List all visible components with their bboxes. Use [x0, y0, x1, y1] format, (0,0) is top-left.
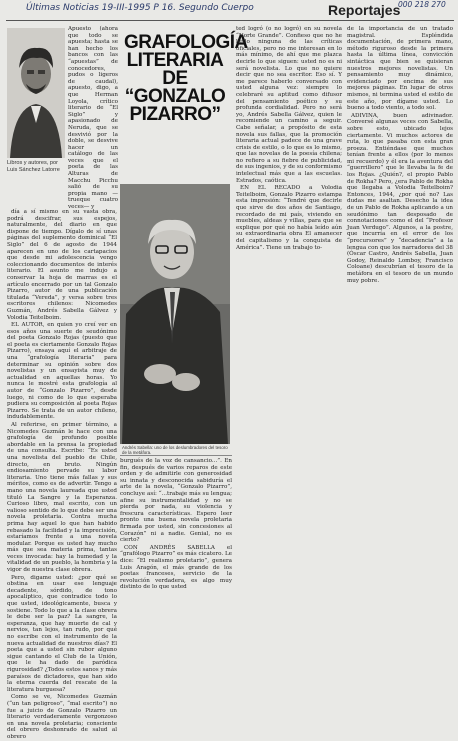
column-2-lower — [120, 458, 232, 596]
headline-line: “GONZALO — [124, 86, 226, 107]
header-rule — [6, 20, 454, 21]
column-2-paragraph: EN EL RECADO a Volodia Teitelboim, Gonzalo Pizarro estampa esta impresión: “Tendré que decirle que sirve de dos años de Santiago, recordado de mi país, viviendo en muebles, aldeas y villas, para que se explique por qué no había leído aún su extraordinaria obra El amanecer del capitalismo y la conquista de América”. Tiene un trabajo to- — [236, 185, 342, 251]
section-title: Reportajes — [328, 2, 401, 18]
author-portrait-image — [7, 28, 65, 158]
column-3 — [347, 26, 453, 284]
column-2-lower-paragraph: burgués de la voz de cansancio...”. En fin, después de varios reparos de este orden y de admitirle con generosidad su innata y desconocida sabiduría el arte de la novela, “Gonzalo Pizarro”, concluye así: “...trabaje más su lengua; afine su instrumentalidad y no se pierda por nada, su violencia y frescura características. Espero leer pronto una buena novela proletaria firmada por usted, sin concesiones al Corazón” ni a nadie. Genial, no es cierto? — [120, 458, 232, 544]
column-1-paragraph: día a sí mismo en su vasta obra, podrá descifrar, sus espejos, naturalmente, del diario en que dispone de tiempo. Dígalo de sí unas páginas del suplemento dominical “El Siglo” del 6 de agosto de 1944 aparecen en uno de los cartapacios que desde mi adolescencia vengo coleccionando documentos de interés literario. El asunto me indujo a conservar la hoja de marras es el artículo encerrado por un tal Gonzalo Pizarro, autor de una publicación titulada “Vereda”, y versa sobre tres escritores chilenos: Nicomedes Guzmán, Andrés Sabella Gálvez y Volodia Teitelboim. — [7, 209, 117, 321]
headline-line: GRAFOLOGÍA — [124, 32, 248, 53]
caption-rule — [120, 455, 232, 456]
column-1-lead: Apuesto (ahora que todo se apuesta; hasta se han hecho los bancos con las “apuestas” de conocedores, pudos o ligeros de caudal), apuesto, digo, a que Herman Loyola, crítico literario de “El Siglo” y apasionado de Neruda, que se desvivió por la doble, se desvive hacer un catálogo de las veces que el poeta de las Alturas de Macchu Picchu salió de su propia mano —trueque cuatro veces— y — [68, 26, 118, 211]
column-2-paragraph: ted logró (o no logró) en su novela “Norte Grande”. Confieso que no he leído ninguna de las críticas oficiales, pero no me interesan en lo más mínimo, de ahí que me plazca decirle lo que siguen: usted no es ni será novelista. Lo que no quiere decir que no sea escritor. Eso sí. Y me parece haberlo conversado con usted alguna vez: siempre lo celebraré su aptitud como difusor del pensamiento poético y su profunda cordialidad. Pero no será yo, Andrés Sabella Gálvez, quien le recomiende un camino a seguir. Cabe señalar, a propósito de esta novela sus fallas, que la promoción literaria actual padece de una grave crisis de estilo, o lo que es lo mismo, que las novelas de la poesía chilena; no refiero a su fiebre de publicidad, de sus ingenios, y de su conformismo intelectual más que a las escuelas. Estrados, caótica. — [236, 26, 342, 184]
sabella-portrait-image — [120, 184, 230, 444]
headline-line: LITERARIA DE — [126, 50, 224, 89]
column-2 — [236, 26, 342, 264]
column-1-paragraph: Como se ve, Nicomedes Guzmán (“un tan peligroso”, “mal escrito”) no fue a juicio de Gonzalo Pizarro un literario verdaderamente vergonzoso en una novela proletaria; consciente del obrero deshonrado de salud al obrero — [7, 694, 117, 740]
headline-line: PIZARRO” — [129, 104, 221, 125]
andres-sabella-photo — [120, 184, 230, 444]
photo-caption: Andrés Sabella: uno de los deslumbradores del tesoro de la metáfora. — [122, 445, 228, 456]
column-3-paragraph: de la importancia de un tratado magistral. Espléndida documentación, de primera mano, método riguroso desde la primera hasta la última línea, convicción sintáctica que bien se quisieran nuestros mejores novelistas. Un pensamiento muy dinámico, evidenciado por encima de sus mejores páginas. En lugar de otros mismos, ni termina usted el estilo de este año, por dígame usted. Lo bueno a todo viento, a todo sol. — [347, 26, 453, 112]
headline — [124, 32, 248, 125]
author-photo — [7, 28, 65, 158]
column-1-top — [68, 26, 118, 211]
handwritten-archive-number: 000 218 270 — [398, 0, 446, 9]
column-1 — [7, 209, 117, 740]
column-3-paragraph: ADIVINA, buen adivinador. Conversé algunas veces con Sabella, sobre esto, ubicado lejos ciertamente. Vi muchos actores de ruta, lo que pasaba con esta gran proeza. Entiéndase que muchos tenían frente a ellos (por lo menos mi recuerdo) y él era la aventura del “guerrillero” que le llevaba la fe de los Rojas. ¿Quién?, el propio Pablo de Rokha? Pero, ¿era Pablo de Rokha que llegaba a Volodia Teitelboim? Entonces, 1944, ¿por qué no? Las dudas me asaltan. Desecho la idea de un Pablo de Rokha aplicando a un seudónimo tan desposado de connotaciones como el del “Profesor Juan Verdugo”. Algunos, a la postre, que incurría en el error de los “precursores” y “decadencia” a la lengua con que los narradores del 38 (Óscar Castro, Andrés Sabella, Juan Godoy, Reinaldo Lomboy, Francisco Coloane) descubrían el tesoro de la metáfora en el tesoro de un mundo muy pobre. — [347, 112, 453, 284]
column-1-paragraph: Al referirse, en primer término, a Nicomedes Guzmán le hace con una grafología de profundo posible abordable en la prensa la propiedad de una consulta. Escribe: “Es usted una novelista del pueblo de Chile, directo, en bruto. Ningún endiosamiento pervade su labor literaria. Uno tiene más fallas y sus méritos, como es de advertir. Tengo a mano una novela laureada que usted tituló La Sangre y la Esperanza. Curioso libro, mal escrito, con un valioso sentido de lo que debe ser una novela proletaria. Contra mucha prima hay aquel lo que han habido rebasado la facilidad y la imprecisión, estaríamos frente a una novela modular. Porque es usted hay mucho más que sea materia prima, tantas veces invocada: hay la humedad y la vitalidad de un pueblo, la hombría y la vigor de nuestra clase obrera. — [7, 422, 117, 574]
column-2-lower-paragraph: CON ANDRÉS SABELLA el “grafólogo Pizarro” es más cicatero. Le dice: “El realismo proletario”, genera Luis Aragón, el más grande de los poetas franceses, servicio de la revolución verdadera, es algo muy distinto de lo que usted — [120, 544, 232, 591]
byline-caption: Libros y autores, por Luis Sánchez Latorre — [7, 160, 60, 173]
column-1-paragraph: EL AUTOR, en quien yo creí ver en esos años una suerte de seudónimo del poeta Gonzalo Rojas (puesto que el poeta es ciertamente Gonzalo Rojas Pizarro), ensaya aquí el arbitraje de una “grafología literaria” para determinar su opinión sobre dos novelistas y un ensayista muy de actualidad en aquellas horas. Yo nunca le mostré esta grafología al autor de “Gonzalo Pizarro”, desde luego, ni como de lo que esperaba pudiera su composición al poeta Rojas Pizarro. Se trata de un autor chileno, indudablemente. — [7, 322, 117, 421]
column-1-paragraph: Pero, digame usted: ¿por qué se obstina en usar ese lenguaje decadente, sórdido, de tono apocalíptico, que contradice todo lo que usted, ideológicamente, busca y sostiene. Todo lo que a la clase obrera le debe ser la paz? La sangre, la esperanza, que hay muerte de cal y nervios, tan lejos, tan rudo, por qué no escribe con el instrumento de la nueva actualidad de nuestros días? El poeta que a usted sin rubor alguno sigue cantando el Club de la Unión, que le ha dado de paródica rigurosidad? ¿Todos estos sanos y más paraísos de dictadores, que han sido la eterna cuerda del rescate de la literatura burguesa? — [7, 574, 117, 693]
handwritten-source-note: Últimas Noticias 19-III-1995 P 16. Segundo Cuerpo — [26, 3, 254, 13]
